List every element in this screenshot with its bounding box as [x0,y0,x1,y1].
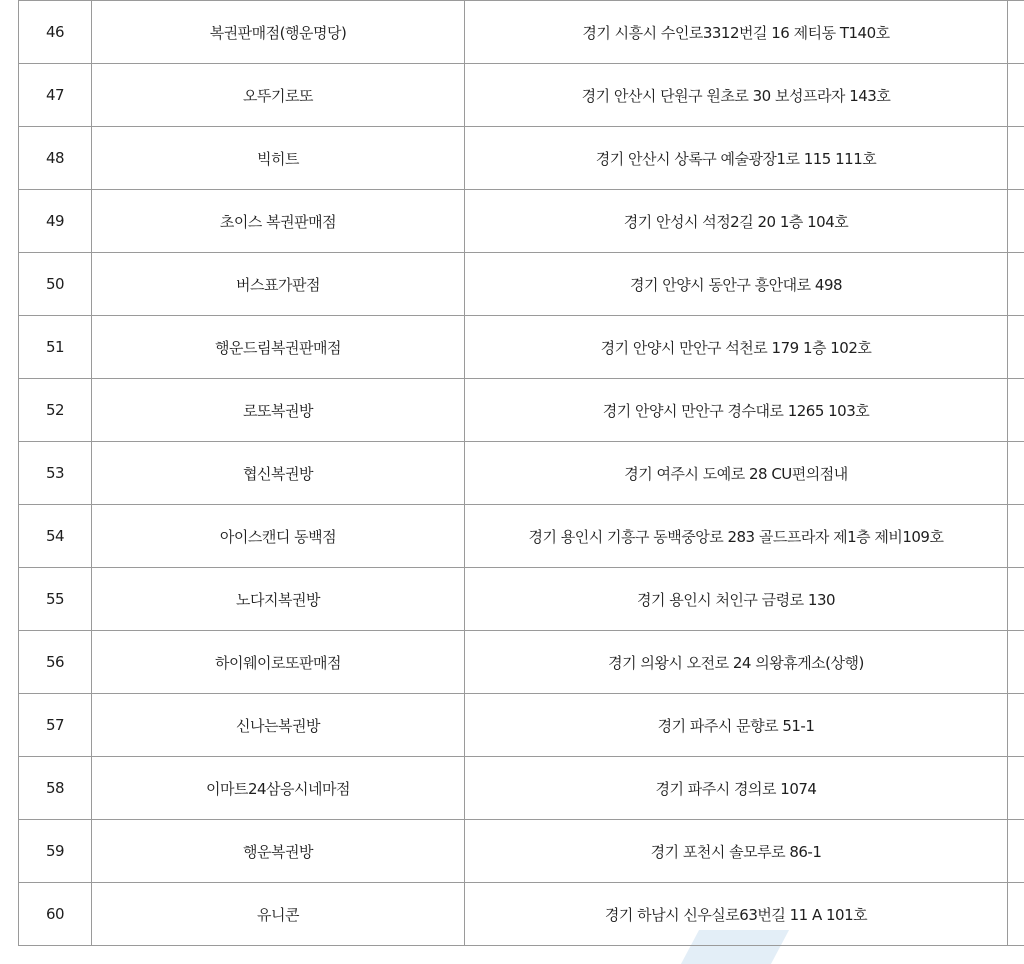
extra-cell [1008,757,1024,820]
extra-cell [1008,379,1024,442]
store-address: 경기 시흥시 수인로3312번길 16 제티동 T140호 [465,1,1008,64]
store-name: 아이스캔디 동백점 [92,505,465,568]
store-address: 경기 포천시 솔모루로 86-1 [465,820,1008,883]
table-row [19,757,1024,820]
store-name: 버스표가판점 [92,253,465,316]
row-number: 51 [19,316,92,379]
table-row [19,883,1024,946]
extra-cell [1008,820,1024,883]
table-row [19,442,1024,505]
table-row [19,379,1024,442]
store-address: 경기 파주시 경의로 1074 [465,757,1008,820]
row-number: 49 [19,190,92,253]
table-row [19,127,1024,190]
extra-cell [1008,883,1024,946]
row-number: 48 [19,127,92,190]
row-number: 57 [19,694,92,757]
table-row [19,64,1024,127]
store-name: 행운드림복권판매점 [92,316,465,379]
store-address: 경기 용인시 기흥구 동백중앙로 283 골드프라자 제1층 제비109호 [465,505,1008,568]
extra-cell [1008,190,1024,253]
extra-cell [1008,64,1024,127]
row-number: 53 [19,442,92,505]
store-address: 경기 안양시 만안구 석천로 179 1층 102호 [465,316,1008,379]
store-address: 경기 안산시 단원구 원초로 30 보성프라자 143호 [465,64,1008,127]
store-name: 오뚜기로또 [92,64,465,127]
store-address: 경기 용인시 처인구 금령로 130 [465,568,1008,631]
row-number: 50 [19,253,92,316]
table-row [19,505,1024,568]
table-row [19,631,1024,694]
store-address: 경기 안양시 동안구 흥안대로 498 [465,253,1008,316]
extra-cell [1008,568,1024,631]
store-name: 신나는복권방 [92,694,465,757]
store-name: 로또복권방 [92,379,465,442]
store-address: 경기 여주시 도예로 28 CU편의점내 [465,442,1008,505]
store-name: 노다지복권방 [92,568,465,631]
store-name: 행운복권방 [92,820,465,883]
row-number: 55 [19,568,92,631]
row-number: 46 [19,1,92,64]
extra-cell [1008,316,1024,379]
store-name: 초이스 복권판매점 [92,190,465,253]
table-row [19,1,1024,64]
table-row [19,694,1024,757]
store-address: 경기 안성시 석정2길 20 1층 104호 [465,190,1008,253]
row-number: 52 [19,379,92,442]
store-address: 경기 파주시 문향로 51-1 [465,694,1008,757]
table-row [19,253,1024,316]
extra-cell [1008,442,1024,505]
extra-cell [1008,631,1024,694]
store-address: 경기 안산시 상록구 예술광장1로 115 111호 [465,127,1008,190]
row-number: 59 [19,820,92,883]
extra-cell [1008,253,1024,316]
row-number: 58 [19,757,92,820]
store-address: 경기 하남시 신우실로63번길 11 A 101호 [465,883,1008,946]
row-number: 54 [19,505,92,568]
store-name: 하이웨이로또판매점 [92,631,465,694]
store-address: 경기 의왕시 오전로 24 의왕휴게소(상행) [465,631,1008,694]
lottery-store-table [18,0,1024,946]
store-address: 경기 안양시 만안구 경수대로 1265 103호 [465,379,1008,442]
table-row [19,190,1024,253]
row-number: 56 [19,631,92,694]
store-name: 빅히트 [92,127,465,190]
extra-cell [1008,127,1024,190]
row-number: 60 [19,883,92,946]
store-name: 이마트24삼응시네마점 [92,757,465,820]
table-row [19,820,1024,883]
store-name: 협신복권방 [92,442,465,505]
extra-cell [1008,694,1024,757]
extra-cell [1008,1,1024,64]
store-name: 복권판매점(행운명당) [92,1,465,64]
extra-cell [1008,505,1024,568]
store-name: 유니콘 [92,883,465,946]
row-number: 47 [19,64,92,127]
table-row [19,568,1024,631]
table-row [19,316,1024,379]
